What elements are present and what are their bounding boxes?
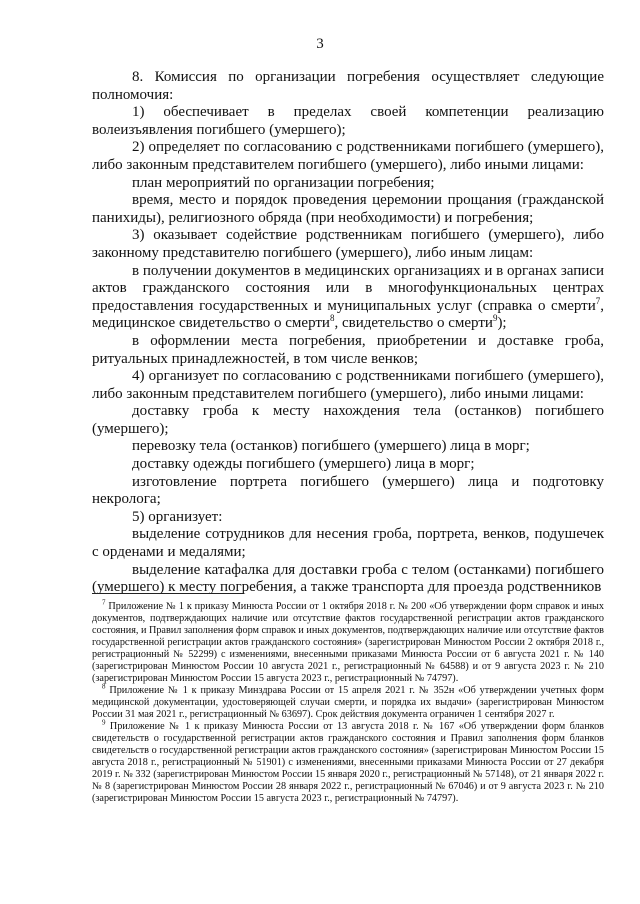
footnote-number: 7	[102, 598, 106, 607]
text-span: в получении документов в медицинских организациях и в органах записи актов гражданского состояния или в многофункциональных центрах предоставления государственных и муниципальных услуг (справка о смерти	[92, 262, 604, 314]
paragraph: время, место и порядок проведения церемонии прощания (гражданской панихиды), религиозного обряда (при необходимости) и погребения;	[92, 192, 604, 226]
paragraph: 5) организует:	[132, 508, 223, 525]
footnote-number: 8	[102, 682, 106, 691]
paragraph: 1) обеспечивает в пределах своей компетенции реализацию волеизъявления погибшего (умершего);	[92, 104, 604, 138]
footnote-text: Приложение № 1 к приказу Минздрава России от 15 апреля 2021 г. № 352н «Об утверждении учетных форм медицинской документации, удостоверяющей случаи смерти, и порядка их выдачи» (зарегистрирован Минюстом России 31 мая 2021 г., регистрационный № 63697). Срок действия документа ограничен 1 сентября 2027 г.	[92, 685, 604, 720]
paragraph: выделение катафалка для доставки гроба с телом (останками) погибшего (умершего) к месту погребения, а также транспорта для проезда родственников	[92, 561, 604, 596]
paragraph: изготовление портрета погибшего (умершего) лица и подготовку некролога;	[92, 473, 604, 508]
text-span: , медицинское свидетельство о смерти	[92, 297, 604, 332]
paragraph: 2) определяет по согласованию с родственниками погибшего (умершего), либо законным представителем погибшего (умершего), либо иными лицами:	[92, 139, 604, 173]
paragraph: доставку одежды погибшего (умершего) лица в морг;	[132, 456, 475, 473]
text-span: , свидетельство о смерти	[334, 315, 493, 332]
footnote-number: 9	[102, 718, 106, 727]
paragraph: план мероприятий по организации погребения;	[132, 174, 435, 191]
paragraph: 4) организует по согласованию с родственниками погибшего (умершего), либо законным представителем погибшего (умершего), либо иными лицами:	[92, 368, 604, 402]
text-span: );	[497, 315, 507, 332]
footnote-text: Приложение № 1 к приказу Минюста России от 1 октября 2018 г. № 200 «Об утверждении форм справок и иных документов, подтверждающих наличие или отсутствие фактов государственной регистрации актов гражданского состояния, и Правил заполнения форм справок и иных документов, подтверждающих наличие или отсутствие фактов государственной регистрации актов гражданского состояния» (зарегистрирован Минюстом России 2 октября 2018 г., регистрационный № 52299) с изменениями, внесенными приказами Минюста России от 6 августа 2021 г. № 140 (зарегистрирован Минюстом России 10 августа 2021 г., регистрационный № 64588) и от 9 августа 2023 г. № 210 (зарегистрирован Минюстом России 15 августа 2023 г., регистрационный № 74797).	[92, 601, 604, 684]
footnote-text: Приложение № 1 к приказу Минюста России от 13 августа 2018 г. № 167 «Об утверждении форм бланков свидетельств о государственной регистрации актов гражданского состояния и Правил заполнения форм бланков свидетельств о государственной регистрации актов гражданского состояния» (зарегистрирован Минюстом России 15 августа 2018 г., регистрационный № 51901) с изменениями, внесенными приказами Минюста России от 27 декабря 2019 г. № 332 (зарегистрирован Минюстом России 15 января 2020 г., регистрационный № 57148), от 21 января 2022 г. № 8 (зарегистрирован Минюстом России 28 января 2022 г., регистрационный № 67046) и от 9 августа 2023 г. № 210 (зарегистрирован Минюстом России 15 августа 2023 г., регистрационный № 74797).	[92, 721, 604, 804]
footnote-ref: 9	[492, 313, 498, 324]
footnote	[92, 598, 604, 685]
footnote	[92, 682, 604, 721]
paragraph: перевозку тела (останков) погибшего (умершего) лица в морг;	[132, 438, 530, 455]
paragraph-with-footnote-refs	[92, 263, 604, 333]
footnote-separator	[92, 593, 244, 594]
footnote-ref: 7	[595, 295, 601, 306]
footnotes	[92, 598, 604, 805]
paragraph: доставку гроба к месту нахождения тела (останков) погибшего (умершего);	[92, 403, 604, 437]
paragraph: выделение сотрудников для несения гроба, портрета, венков, подушечек с орденами и медалями;	[92, 526, 604, 561]
footnote-ref: 8	[329, 313, 335, 324]
paragraph: в оформлении места погребения, приобретении и доставке гроба, ритуальных принадлежностей, в том числе венков;	[92, 332, 604, 367]
document-body	[92, 69, 604, 597]
paragraph: 3) оказывает содействие родственникам погибшего (умершего), либо законному представителю погибшего (умершего), либо иным лицам:	[92, 227, 604, 261]
paragraph: 8. Комиссия по организации погребения осуществляет следующие полномочия:	[92, 69, 604, 103]
footnote	[92, 718, 604, 805]
page-number: 3	[316, 36, 324, 52]
